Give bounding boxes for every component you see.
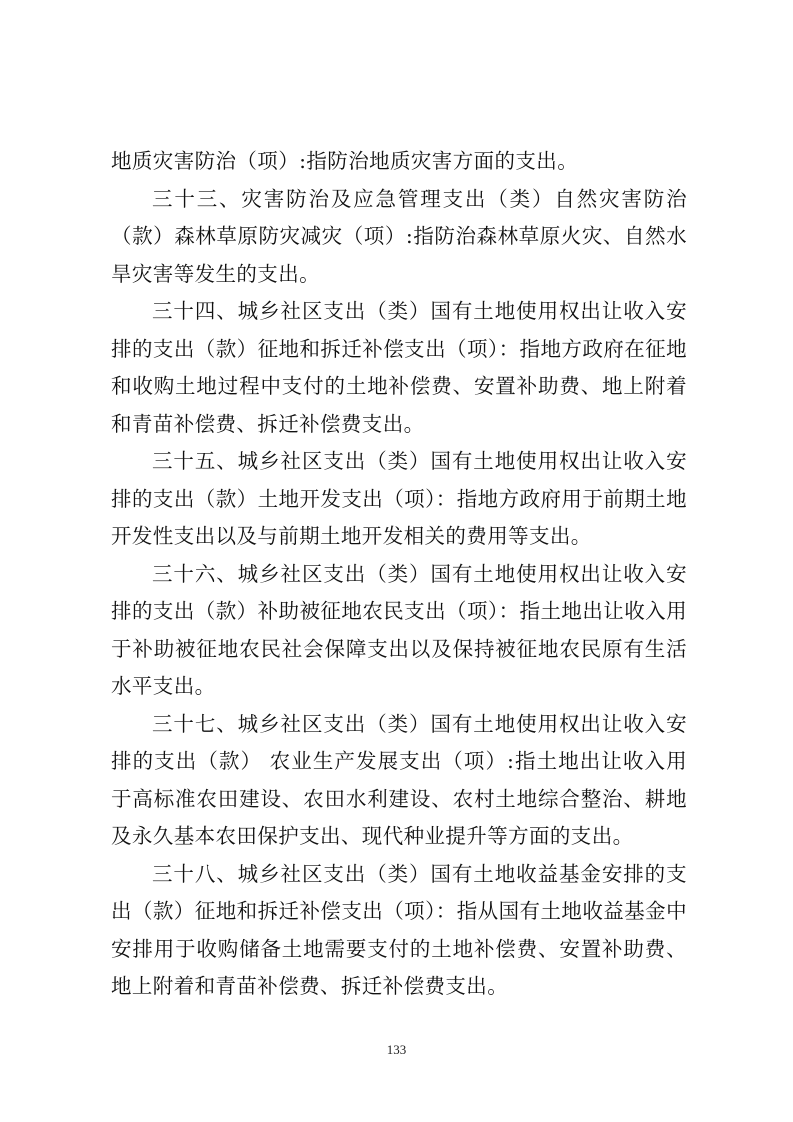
page-number: 133 — [386, 1042, 407, 1057]
paragraph-34: 三十四、城乡社区支出（类）国有土地使用权出让收入安排的支出（款）征地和拆迁补偿支出（项）：指地方政府在征地和收购土地过程中支付的土地补偿费、安置补助费、地上附着和青苗补偿费、拆迁补偿费支出。 — [111, 299, 687, 436]
body-text — [111, 143, 687, 1006]
paragraph-36: 三十六、城乡社区支出（类）国有土地使用权出让收入安排的支出（款）补助被征地农民支出（项）：指土地出让收入用于补助被征地农民社会保障支出以及保持被征地农民原有生活水平支出。 — [111, 561, 687, 698]
paragraph-37: 三十七、城乡社区支出（类）国有土地使用权出让收入安排的支出（款） 农业生产发展支出（项）:指土地出让收入用于高标准农田建设、农田水利建设、农村土地综合整治、耕地及永久基本农田保护支出、现代种业提升等方面的支出。 — [111, 711, 687, 848]
paragraph-geohazard-continuation: 地质灾害防治（项）:指防治地质灾害方面的支出。 — [111, 149, 579, 173]
paragraph-38: 三十八、城乡社区支出（类）国有土地收益基金安排的支出（款）征地和拆迁补偿支出（项）：指从国有土地收益基金中安排用于收购储备土地需要支付的土地补偿费、安置补助费、地上附着和青苗补偿费、拆迁补偿费支出。 — [111, 861, 687, 998]
paragraph-35: 三十五、城乡社区支出（类）国有土地使用权出让收入安排的支出（款）土地开发支出（项）：指地方政府用于前期土地开发性支出以及与前期土地开发相关的费用等支出。 — [111, 449, 687, 548]
paragraph-33: 三十三、灾害防治及应急管理支出（类）自然灾害防治（款）森林草原防灾减灾（项）:指防治森林草原火灾、自然水旱灾害等发生的支出。 — [111, 186, 687, 286]
